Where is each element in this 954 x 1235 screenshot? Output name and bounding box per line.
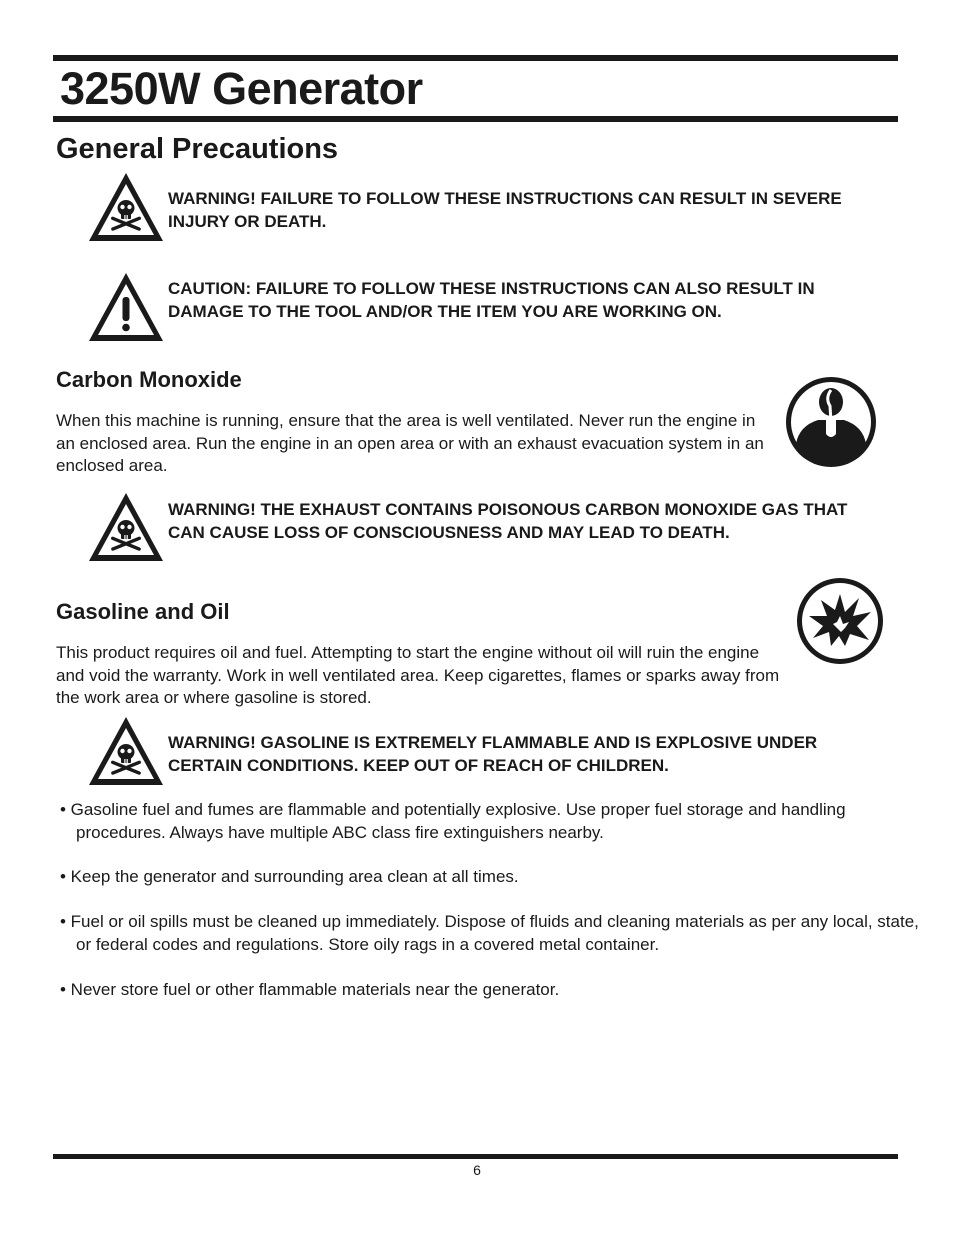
carbon-monoxide-paragraph: When this machine is running, ensure that the area is well ventilated. Never run the engine in an enclosed area. Run the engine in an open area or with an exhaust evacuation system in an enclosed area. bbox=[56, 411, 764, 475]
carbon-monoxide-heading: Carbon Monoxide bbox=[56, 367, 242, 392]
bullet-item: • Never store fuel or other flammable materials near the generator. bbox=[60, 980, 560, 999]
toxic-fumes-icon bbox=[783, 374, 879, 470]
skull-crossbones-warning-icon bbox=[86, 170, 166, 244]
general-warning-text: WARNING! FAILURE TO FOLLOW THESE INSTRUCTIONS CAN RESULT IN SEVERE INJURY OR DEATH. bbox=[168, 189, 842, 231]
skull-crossbones-warning-icon bbox=[86, 490, 166, 564]
exclamation-warning-icon bbox=[86, 270, 166, 344]
bullet-item: • Fuel or oil spills must be cleaned up immediately. Dispose of fluids and cleaning materials as per any local, state, or federal codes and regulations. Store oily rags in a covered metal container. bbox=[60, 912, 919, 954]
bullet-item: • Keep the generator and surrounding area clean at all times. bbox=[60, 867, 519, 886]
bullet-item: • Gasoline fuel and fumes are flammable and potentially explosive. Use proper fuel storage and handling procedures. Always have multiple ABC class fire extinguishers nearby. bbox=[60, 800, 846, 842]
page-title: 3250W Generator bbox=[60, 63, 423, 114]
carbon-monoxide-warning-text: WARNING! THE EXHAUST CONTAINS POISONOUS CARBON MONOXIDE GAS THAT CAN CAUSE LOSS OF CONSCIOUSNESS AND MAY LEAD TO DEATH. bbox=[168, 500, 848, 542]
explosion-icon bbox=[795, 576, 885, 666]
gasoline-oil-paragraph: This product requires oil and fuel. Attempting to start the engine without oil will ruin the engine and void the warranty. Work in well ventilated area. Keep cigarettes, flames or sparks away from the work area or where gasoline is stored. bbox=[56, 643, 780, 707]
gasoline-warning-text: WARNING! GASOLINE IS EXTREMELY FLAMMABLE AND IS EXPLOSIVE UNDER CERTAIN CONDITIONS. KEEP OUT OF REACH OF CHILDREN. bbox=[168, 733, 818, 775]
page-number: 6 bbox=[473, 1162, 481, 1178]
gasoline-oil-heading: Gasoline and Oil bbox=[56, 599, 230, 624]
title-underline-rule bbox=[53, 116, 898, 122]
general-caution-text: CAUTION: FAILURE TO FOLLOW THESE INSTRUCTIONS CAN ALSO RESULT IN DAMAGE TO THE TOOL AND/OR THE ITEM YOU ARE WORKING ON. bbox=[168, 279, 815, 321]
footer-rule bbox=[53, 1154, 898, 1159]
section-title: General Precautions bbox=[56, 133, 339, 165]
top-rule bbox=[53, 55, 898, 61]
skull-crossbones-warning-icon bbox=[86, 714, 166, 788]
